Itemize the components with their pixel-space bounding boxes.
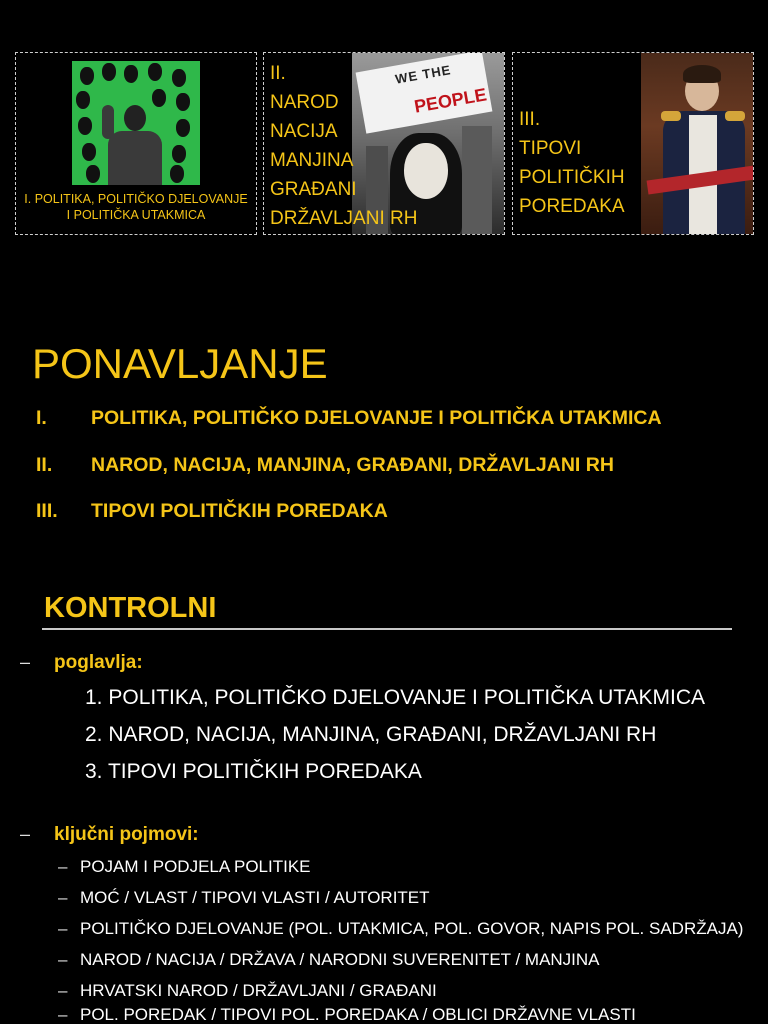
panel-label-line: NACIJA	[270, 121, 338, 142]
chapters-label: poglavlja:	[54, 652, 143, 673]
chapter-item: 1. POLITIKA, POLITIČKO DJELOVANJE I POLITIČKA UTAKMICA	[85, 686, 706, 709]
sign-text: WE THE	[394, 62, 453, 87]
term-text: POLITIČKO DJELOVANJE (POL. UTAKMICA, POL. GOVOR, NAPIS POL. SADRŽAJA)	[80, 919, 744, 938]
term-item	[58, 855, 311, 879]
bullet-dash: –	[20, 824, 31, 844]
panel-label-line: NAROD	[270, 92, 339, 113]
panel-label	[270, 59, 417, 233]
panel-narod[interactable]	[263, 52, 505, 235]
bullet-dash: –	[20, 652, 31, 672]
panel-label-line: II.	[270, 63, 286, 84]
term-dash: –	[58, 888, 68, 907]
term-item	[58, 917, 743, 941]
term-item	[58, 886, 430, 910]
term-item	[58, 1003, 636, 1024]
term-item	[58, 979, 437, 1003]
page-title: PONAVLJANJE	[32, 340, 328, 387]
list-text: NAROD, NACIJA, MANJINA, GRAĐANI, DRŽAVLJANI RH	[91, 454, 614, 476]
section-divider	[42, 628, 732, 630]
panel-label-line: MANJINA	[270, 150, 354, 171]
term-text: POJAM I PODJELA POLITIKE	[80, 857, 311, 876]
term-item	[58, 948, 600, 972]
caption-line: I. POLITIKA, POLITIČKO DJELOVANJE	[24, 192, 248, 206]
terms-label: ključni pojmovi:	[54, 824, 199, 845]
section-title: KONTROLNI	[44, 592, 217, 624]
list-number: II.	[36, 454, 53, 476]
panel-label-line: DRŽAVLJANI RH	[270, 208, 418, 229]
panel-label-line: POLITIČKIH	[519, 167, 625, 188]
panel-label-line: TIPOVI	[519, 138, 582, 159]
napoleon-portrait	[641, 53, 754, 235]
term-dash: –	[58, 1005, 68, 1024]
list-text: TIPOVI POLITIČKIH POREDAKA	[91, 500, 388, 522]
term-dash: –	[58, 981, 68, 1000]
term-dash: –	[58, 919, 68, 938]
term-dash: –	[58, 857, 68, 876]
caption-line: I POLITIČKA UTAKMICA	[66, 208, 206, 222]
term-text: NAROD / NACIJA / DRŽAVA / NARODNI SUVERENITET / MANJINA	[80, 950, 600, 969]
list-number: III.	[36, 500, 58, 522]
panel-label	[519, 105, 625, 221]
term-text: POL. POREDAK / TIPOVI POL. POREDAKA / OBLICI DRŽAVNE VLASTI	[80, 1005, 636, 1024]
chapter-item: 2. NAROD, NACIJA, MANJINA, GRAĐANI, DRŽAVLJANI RH	[85, 723, 657, 746]
panel-politika[interactable]	[15, 52, 257, 235]
list-number: I.	[36, 407, 47, 429]
list-text: POLITIKA, POLITIČKO DJELOVANJE I POLITIČKA UTAKMICA	[91, 407, 662, 429]
chapter-item: 3. TIPOVI POLITIČKIH POREDAKA	[85, 760, 422, 783]
review-list-item	[36, 498, 388, 524]
term-text: HRVATSKI NAROD / DRŽAVLJANI / GRAĐANI	[80, 981, 437, 1000]
panel-label-line: POREDAKA	[519, 196, 625, 217]
politics-illustration	[72, 61, 200, 185]
panel-poredak[interactable]	[512, 52, 754, 235]
sign-text: PEOPLE	[412, 84, 489, 117]
term-dash: –	[58, 950, 68, 969]
panel-label-line: III.	[519, 109, 541, 130]
panel-label-line: GRAĐANI	[270, 179, 357, 200]
term-text: MOĆ / VLAST / TIPOVI VLASTI / AUTORITET	[80, 888, 430, 907]
panel-caption	[16, 191, 256, 223]
review-list-item	[36, 452, 614, 478]
review-list-item	[36, 405, 662, 431]
